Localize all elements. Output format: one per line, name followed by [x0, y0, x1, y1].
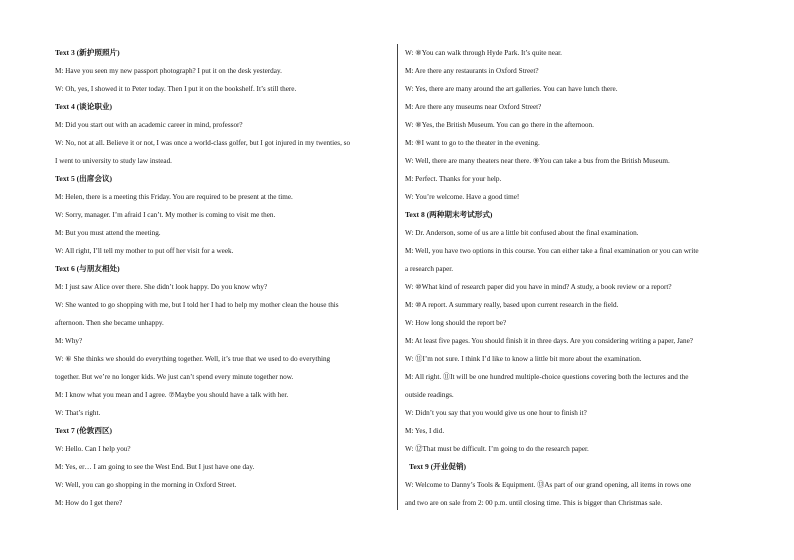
section-heading: Text 7 (伦敦西区) [55, 426, 113, 435]
dialogue-line: a research paper. [405, 265, 454, 273]
dialogue-line: M: How do I get there? [55, 499, 123, 507]
column-divider [397, 44, 398, 510]
dialogue-line: W: All right, I’ll tell my mother to put off her visit for a week. [55, 247, 234, 255]
dialogue-line: W: Yes, there are many around the art galleries. You can have lunch there. [405, 85, 618, 93]
section-heading: Text 4 (谈论职业) [55, 102, 113, 111]
dialogue-line: M: At least five pages. You should finish it in three days. Are you considering writing a paper, Jane? [405, 337, 693, 345]
dialogue-line: W: Welcome to Danny’s Tools & Equipment. ⑬As part of our grand opening, all items in rows one [405, 481, 692, 489]
dialogue-line: W: Well, you can go shopping in the morning in Oxford Street. [55, 481, 237, 489]
dialogue-line: M: Yes, er… I am going to see the West End. But I just have one day. [55, 463, 255, 471]
dialogue-line: W: Sorry, manager. I’m afraid I can’t. My mother is coming to visit me then. [55, 211, 276, 219]
dialogue-line: M: Yes, I did. [405, 427, 445, 435]
dialogue-line: W: ⑧You can walk through Hyde Park. It’s quite near. [405, 49, 562, 57]
dialogue-line: W: She wanted to go shopping with me, but I told her I had to help my mother clean the house this [55, 301, 339, 309]
dialogue-line: M: Well, you have two options in this course. You can either take a final examination or you can write [405, 247, 699, 255]
dialogue-line: outside readings. [405, 391, 454, 399]
dialogue-line: M: All right. ⑪It will be one hundred multiple-choice questions covering both the lectures and the [405, 373, 689, 381]
dialogue-line: together. But we’re no longer kids. We just can’t spend every minute together now. [55, 373, 294, 381]
dialogue-line: W: Oh, yes, I showed it to Peter today. Then I put it on the bookshelf. It’s still there. [55, 85, 297, 93]
dialogue-line: afternoon. Then she became unhappy. [55, 319, 164, 327]
section-heading: Text 3 (新护照照片) [55, 48, 120, 57]
dialogue-line: W: ⑫That must be difficult. I’m going to do the research paper. [405, 445, 589, 453]
dialogue-line: and two are on sale from 2: 00 p.m. until closing time. This is bigger than Christmas sale. [405, 499, 663, 507]
dialogue-line: M: Are there any restaurants in Oxford Street? [405, 67, 539, 75]
dialogue-line: M: Are there any museums near Oxford Street? [405, 103, 542, 111]
dialogue-line: W: Well, there are many theaters near there. ⑨You can take a bus from the British Museum. [405, 157, 670, 165]
dialogue-line: M: Perfect. Thanks for your help. [405, 175, 502, 183]
dialogue-line: W: ⑧Yes, the British Museum. You can go there in the afternoon. [405, 121, 594, 129]
dialogue-line: M: I just saw Alice over there. She didn’t look happy. Do you know why? [55, 283, 268, 291]
dialogue-line: W: Dr. Anderson, some of us are a little bit confused about the final examination. [405, 229, 639, 237]
dialogue-line: W: How long should the report be? [405, 319, 507, 327]
dialogue-line: W: Hello. Can I help you? [55, 445, 131, 453]
dialogue-line: M: ⑨I want to go to the theater in the evening. [405, 139, 540, 147]
section-heading: Text 8 (两种期末考试形式) [405, 210, 493, 219]
dialogue-line: W: ⑩What kind of research paper did you have in mind? A study, a book review or a report? [405, 283, 672, 291]
dialogue-line: I went to university to study law instead. [55, 157, 172, 165]
dialogue-line: M: ⑩A report. A summary really, based upon current research in the field. [405, 301, 619, 309]
dialogue-line: W: No, not at all. Believe it or not, I was once a world-class golfer, but I got injured in my twenties, so [55, 139, 351, 147]
section-heading: Text 9 (开业促销) [409, 462, 467, 471]
dialogue-line: W: That’s right. [55, 409, 101, 417]
dialogue-line: W: ⑥ She thinks we should do everything together. Well, it’s true that we used to do everything [55, 355, 331, 363]
dialogue-line: M: Why? [55, 337, 83, 345]
dialogue-line: W: ⑪I’m not sure. I think I’d like to know a little bit more about the examination. [405, 355, 642, 363]
left-column [55, 44, 391, 512]
dialogue-line: M: Did you start out with an academic career in mind, professor? [55, 121, 243, 129]
dialogue-line: M: But you must attend the meeting. [55, 229, 161, 237]
dialogue-line: M: I know what you mean and I agree. ⑦Maybe you should have a talk with her. [55, 391, 289, 399]
section-heading: Text 6 (与朋友相处) [55, 264, 120, 273]
section-heading: Text 5 (出席会议) [55, 174, 113, 183]
dialogue-line: W: Didn’t you say that you would give us one hour to finish it? [405, 409, 587, 417]
dialogue-line: M: Have you seen my new passport photograph? I put it on the desk yesterday. [55, 67, 282, 75]
dialogue-line: W: You’re welcome. Have a good time! [405, 193, 520, 201]
dialogue-line: M: Helen, there is a meeting this Friday. You are required to be present at the time. [55, 193, 293, 201]
right-column [405, 44, 740, 512]
